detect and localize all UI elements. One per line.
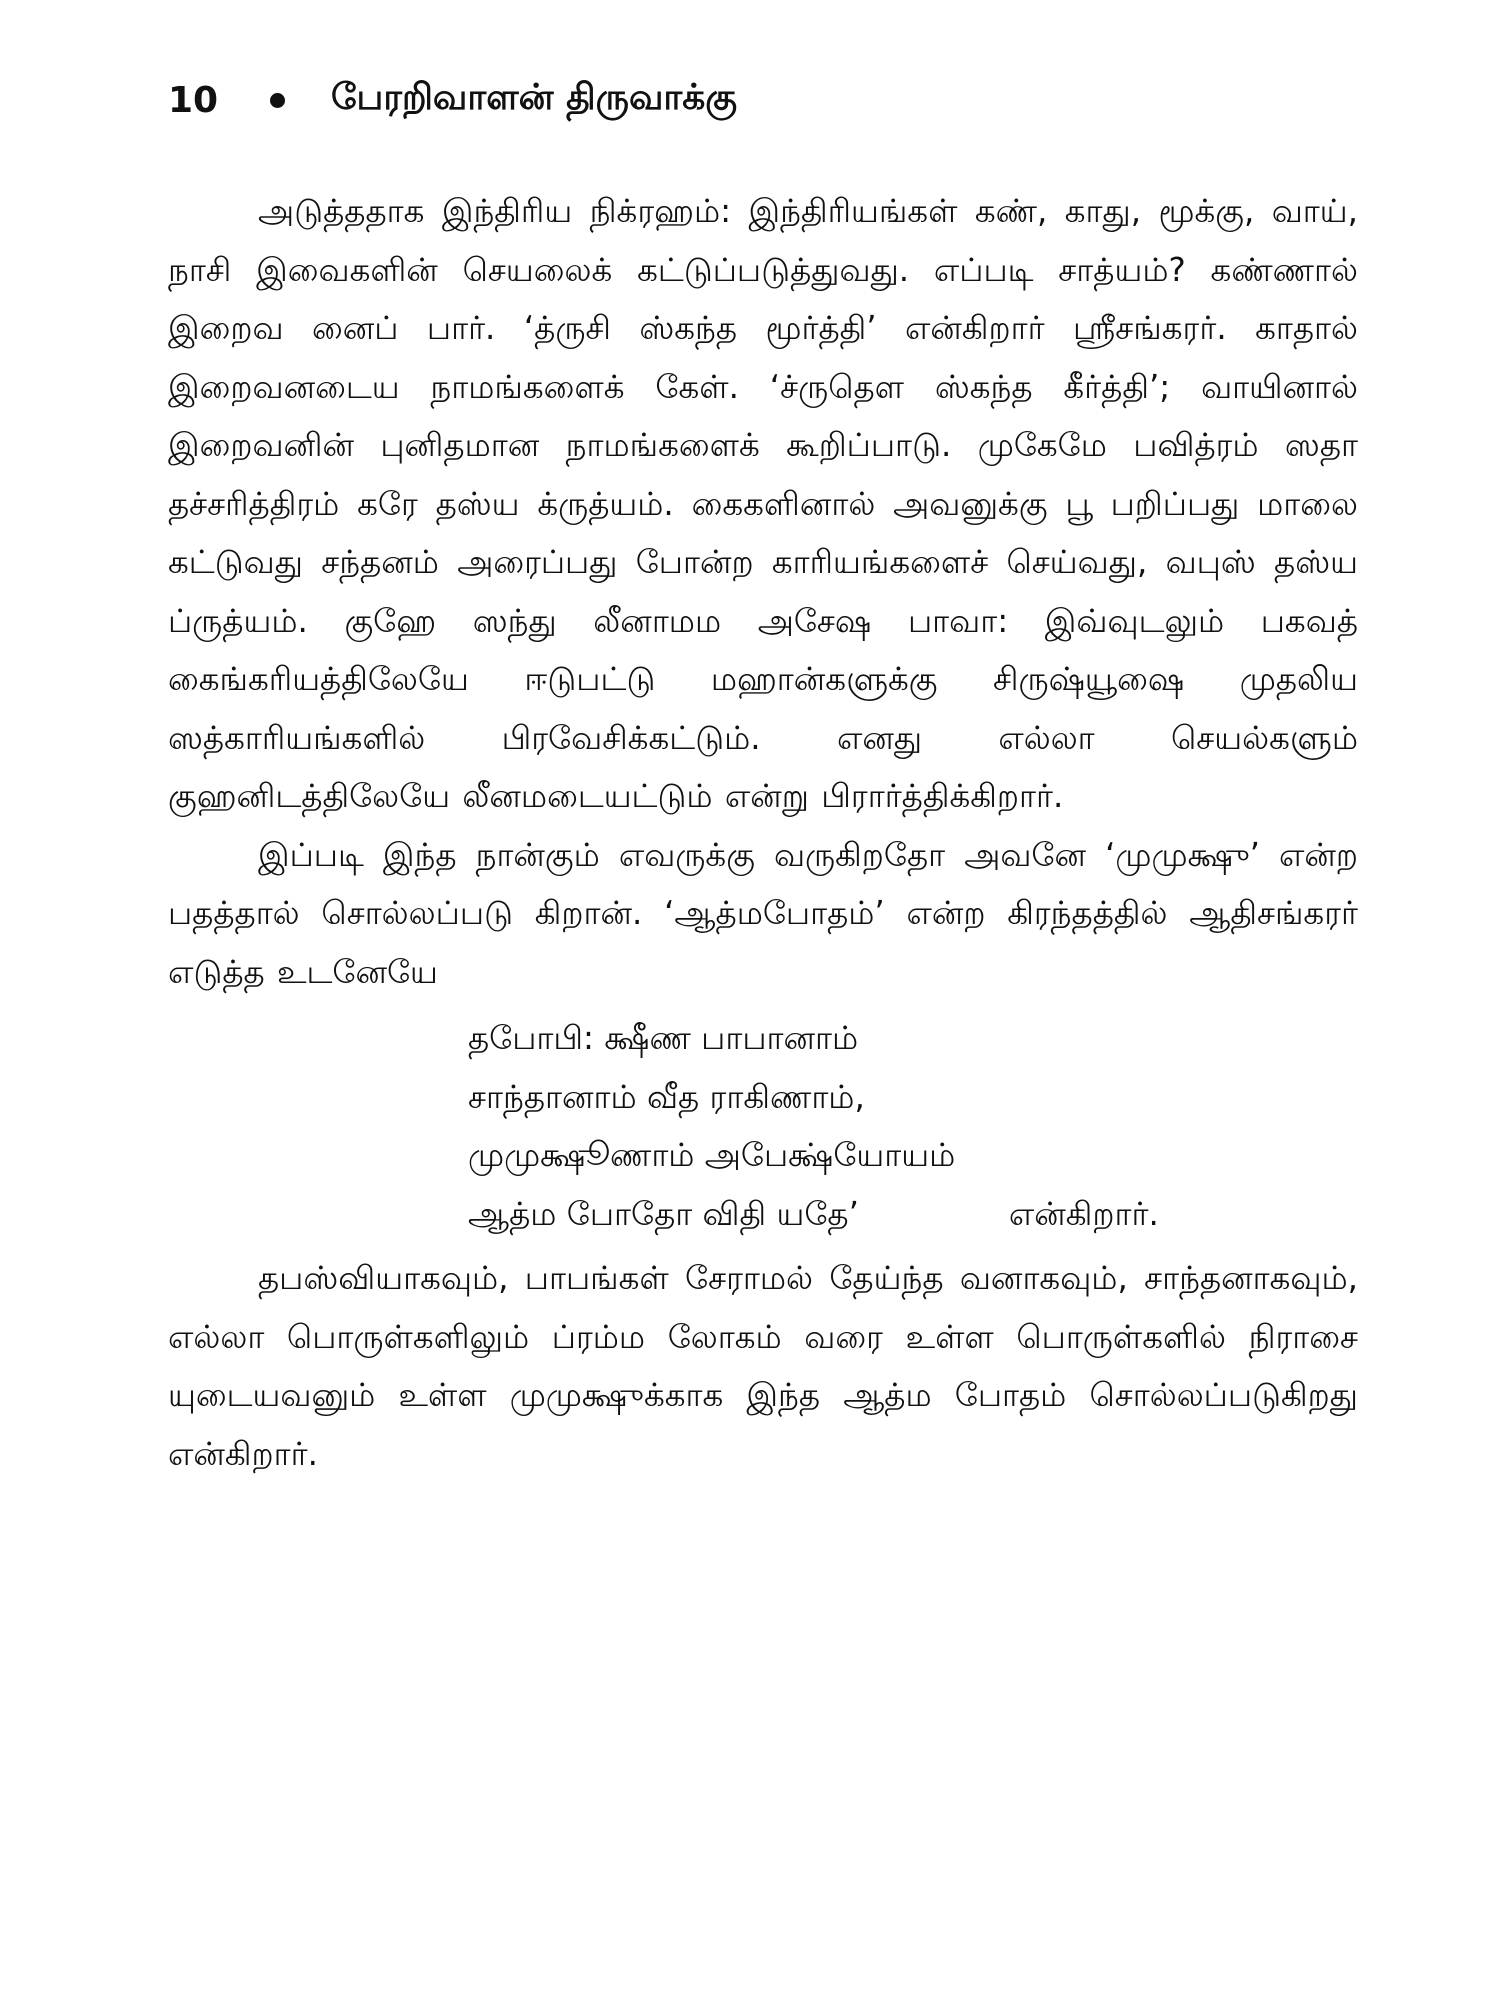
verse-tail-text: என்கிறார். xyxy=(1008,1194,1159,1233)
verse-block xyxy=(468,1009,1358,1243)
book-title: பேரறிவாளன் திருவாக்கு xyxy=(331,77,738,118)
verse-line: தபோபி: க்ஷீண பாபானாம் xyxy=(468,1019,859,1057)
bullet-icon xyxy=(270,93,285,108)
verse-line-text: ஆத்ம போதோ விதி யதே’ xyxy=(468,1194,859,1233)
page-number: 10 xyxy=(168,79,219,121)
verse-line-last xyxy=(468,1185,1358,1244)
paragraph-closing: தபஸ்வியாகவும், பாபங்கள் சேராமல் தேய்ந்த வனாகவும், சாந்தனாகவும், எல்லா பொருள்களிலும் ப்ரம்ம லோகம் வரை உள்ள பொருள்களில் நிராசை யுடையவனும் உள்ள முமுக்ஷுக்காக இந்த ஆத்ம போதம் சொல்லப்படுகிறது என்கிறார். xyxy=(168,1259,1358,1473)
verse-line: முமுக்ஷூணாம் அபேக்ஷ்யோயம் xyxy=(468,1136,956,1174)
verse-line: சாந்தானாம் வீத ராகிணாம், xyxy=(468,1077,865,1116)
paragraph-indriya-nigraham: அடுத்ததாக இந்திரிய நிக்ரஹம்: இந்திரியங்கள் கண், காது, மூக்கு, வாய், நாசி இவைகளின் செயலைக் கட்டுப்படுத்துவது. எப்படி சாத்யம்? கண்ணால் இறைவ னைப் பார். ‘த்ருசி ஸ்கந்த மூர்த்தி’ என்கிறார் ஸ்ரீசங்கரர். காதால் இறைவனடைய நாமங்களைக் கேள். ‘ச்ருதௌ ஸ்கந்த கீர்த்தி’; வாயினால் இறைவனின் புனிதமான நாமங்களைக் கூறிப்பாடு. முகேமே பவித்ரம் ஸதா தச்சரித்திரம் கரே தஸ்ய க்ருத்யம். கைகளினால் அவனுக்கு பூ பறிப்பது மாலை கட்டுவது சந்தனம் அரைப்பது போன்ற காரியங்களைச் செய்வது, வபுஸ் தஸ்ய ப்ருத்யம். குஹே ஸந்து லீனாமம அசேஷ பாவா: இவ்வுடலும் பகவத் கைங்கரியத்திலேயே ஈடுபட்டு மஹான்களுக்கு சிருஷ்யூஷை முதலிய ஸத்காரியங்களில் பிரவேசிக்கட்டும். எனது எல்லா செயல்களும் குஹனிடத்திலேயே லீனமடையட்டும் என்று பிரார்த்திக்கிறார். xyxy=(168,192,1358,815)
paragraph-mumukshu: இப்படி இந்த நான்கும் எவருக்கு வருகிறதோ அவனே ‘முமுக்ஷு’ என்ற பதத்தால் சொல்லப்படு கிறான். ‘ஆத்மபோதம்’ என்ற கிரந்தத்தில் ஆதிசங்கரர் எடுத்த உடனேயே xyxy=(168,835,1358,991)
book-page xyxy=(168,70,1358,1483)
running-header xyxy=(168,70,1358,130)
